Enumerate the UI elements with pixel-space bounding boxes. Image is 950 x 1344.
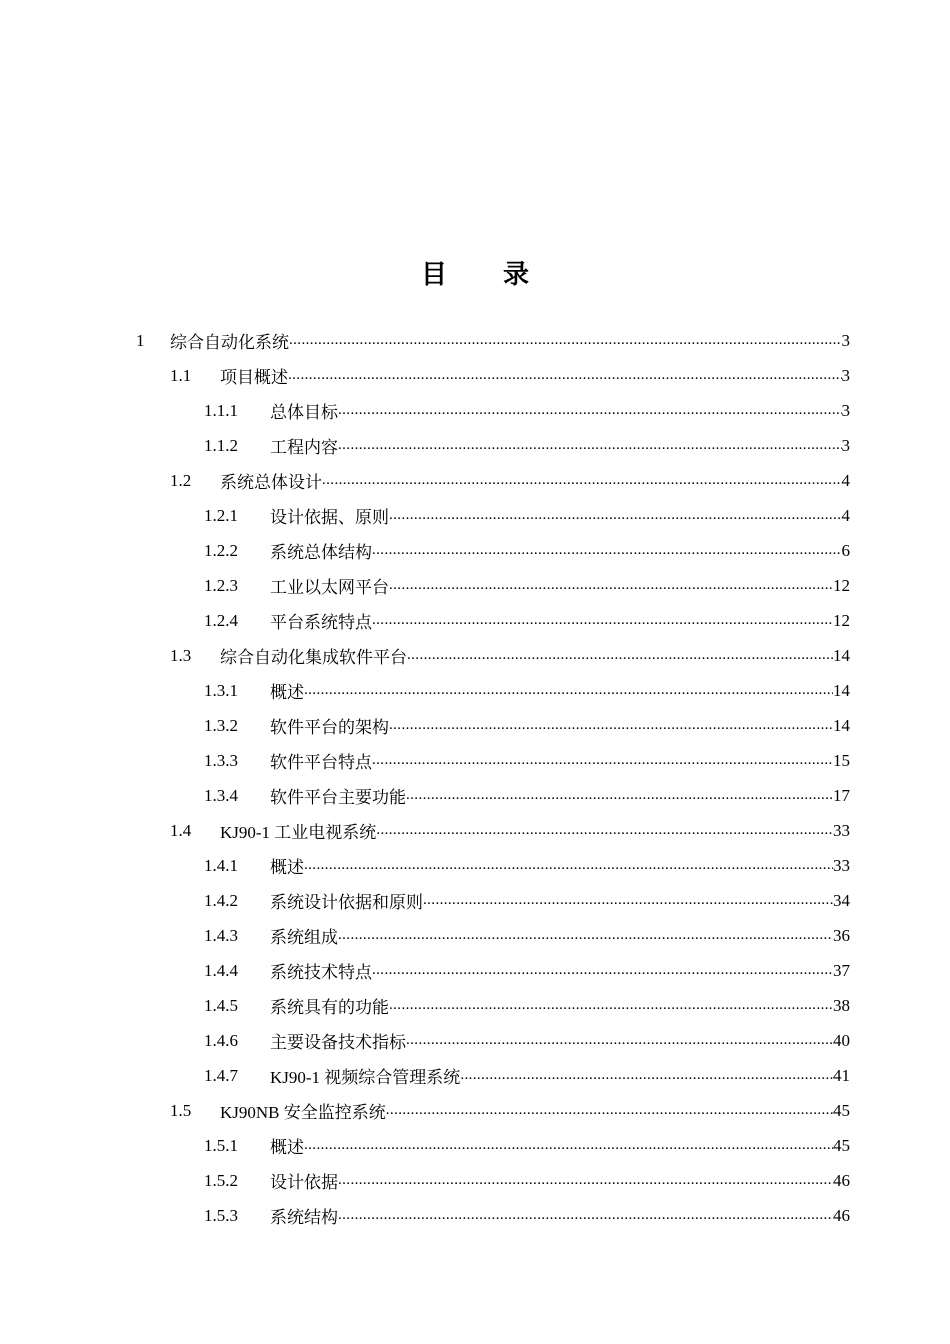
toc-entry-body [270,783,850,808]
toc-entry-body [270,888,850,913]
toc-dot-leader [372,962,833,979]
toc-entry[interactable] [0,1128,950,1163]
toc-entry-title: 设计依据、原则 [270,508,389,527]
toc-entry-body [270,503,850,528]
toc-entry-body [270,433,850,458]
toc-entry[interactable] [0,673,950,708]
toc-entry-page-number: 46 [833,1170,850,1190]
toc-entry[interactable] [0,463,950,498]
toc-entry-number: 1.4.2 [204,890,238,910]
toc-entry-number: 1.3.3 [204,750,238,770]
toc-entry[interactable] [0,533,950,568]
toc-entry-title: 系统具有的功能 [270,998,389,1017]
toc-entry[interactable] [0,743,950,778]
toc-entry-title: 综合自动化集成软件平台 [220,648,407,667]
toc-entry-page-number: 14 [833,715,850,735]
toc-entry-number: 1.2.1 [204,505,238,525]
toc-entry-title: 概述 [270,683,304,702]
toc-entry-title: 系统技术特点 [270,963,372,982]
toc-entry-title: 系统总体设计 [220,473,322,492]
toc-dot-leader [386,1102,833,1119]
toc-dot-leader [304,1137,833,1154]
toc-entry-title: 概述 [270,858,304,877]
toc-dot-leader [322,472,842,489]
toc-entry-title: 软件平台主要功能 [270,788,406,807]
toc-entry-page-number: 46 [833,1205,850,1225]
toc-entry-number: 1.3.1 [204,680,238,700]
toc-entry-body [270,713,850,738]
toc-entry[interactable] [0,1093,950,1128]
toc-entry-body [220,468,850,493]
toc-entry[interactable] [0,1198,950,1233]
toc-entry-number: 1.5 [170,1100,192,1120]
toc-entry-number: 1.4.6 [204,1030,238,1050]
toc-entry-page-number: 12 [833,575,850,595]
toc-entry-body [270,573,850,598]
toc-entry-page-number: 14 [833,680,850,700]
toc-entry-body [270,1028,850,1053]
toc-entry-page-number: 33 [833,855,850,875]
toc-entry-body [270,398,850,423]
toc-entry-title: 设计依据 [270,1173,338,1192]
toc-entry-title: 概述 [270,1138,304,1157]
toc-entry[interactable] [0,428,950,463]
toc-entry-number: 1.4.5 [204,995,238,1015]
toc-entry-body [270,748,850,773]
toc-entry-number: 1.1 [170,365,192,385]
toc-entry-title: 综合自动化系统 [170,333,289,352]
toc-entry-page-number: 41 [833,1065,850,1085]
toc-entry-title: 系统结构 [270,1208,338,1227]
toc-entry-number: 1.3.2 [204,715,238,735]
toc-entry-page-number: 4 [841,470,850,490]
toc-entry-body [270,923,850,948]
toc-entry-body [170,328,850,353]
toc-dot-leader [288,367,842,384]
toc-entry[interactable] [0,918,950,953]
title-char-2: 录 [503,260,530,290]
toc-entry-title: KJ90-1 视频综合管理系统 [270,1068,461,1087]
toc-dot-leader [376,822,833,839]
toc-entry-number: 1.4.3 [204,925,238,945]
toc-entry-number: 1.4.4 [204,960,238,980]
toc-dot-leader [389,997,833,1014]
toc-dot-leader [289,332,842,349]
toc-entry-title: 软件平台的架构 [270,718,389,737]
toc-entry-title: 主要设备技术指标 [270,1033,406,1052]
toc-dot-leader [389,717,833,734]
toc-dot-leader [304,682,833,699]
toc-entry[interactable] [0,638,950,673]
toc-entry-title: 软件平台特点 [270,753,372,772]
toc-entry-page-number: 3 [841,435,850,455]
toc-entry[interactable] [0,778,950,813]
toc-entry[interactable] [0,323,950,358]
toc-entry-page-number: 6 [841,540,850,560]
toc-dot-leader [304,857,833,874]
page-title [0,254,950,291]
toc-entry-number: 1.2.3 [204,575,238,595]
toc-entry-title: 工业以太网平台 [270,578,389,597]
toc-dot-leader [460,1067,833,1084]
toc-entry[interactable] [0,1058,950,1093]
toc-entry-title: 系统设计依据和原则 [270,893,423,912]
toc-dot-leader [406,1032,833,1049]
toc-entry-body [220,818,850,843]
toc-entry-body [270,853,850,878]
toc-entry-title: 平台系统特点 [270,613,372,632]
toc-entry[interactable] [0,813,950,848]
toc-entry-page-number: 14 [833,645,850,665]
toc-entry-page-number: 40 [833,1030,850,1050]
toc-entry-page-number: 37 [833,960,850,980]
toc-entry-number: 1.5.3 [204,1205,238,1225]
toc-entry-number: 1.5.2 [204,1170,238,1190]
toc-entry-number: 1.4.7 [204,1065,238,1085]
toc-entry-body [220,363,850,388]
toc-entry[interactable] [0,358,950,393]
toc-entry-page-number: 15 [833,750,850,770]
toc-entry-number: 1 [136,330,145,350]
toc-entry-number: 1.3.4 [204,785,238,805]
toc-entry-body [270,1133,850,1158]
toc-entry[interactable] [0,953,950,988]
toc-entry-page-number: 34 [833,890,850,910]
toc-dot-leader [338,437,842,454]
toc-entry-page-number: 3 [841,330,850,350]
toc-entry-page-number: 45 [833,1135,850,1155]
toc-dot-leader [338,1207,833,1224]
toc-entry-number: 1.2 [170,470,192,490]
toc-entry-body [220,1098,850,1123]
toc-entry-body [270,1168,850,1193]
toc-entry[interactable] [0,603,950,638]
toc-entry-body [270,678,850,703]
toc-dot-leader [406,787,833,804]
toc-dot-leader [389,577,833,594]
toc-entry-page-number: 38 [833,995,850,1015]
toc-entry[interactable] [0,1023,950,1058]
toc-entry[interactable] [0,393,950,428]
toc-entry-title: 工程内容 [270,438,338,457]
toc-dot-leader [372,752,833,769]
toc-entry-title: 系统总体结构 [270,543,372,562]
toc-entry-page-number: 12 [833,610,850,630]
toc-entry-title: KJ90-1 工业电视系统 [220,823,377,842]
toc-entry-body [270,608,850,633]
toc-entry-number: 1.1.1 [204,400,238,420]
toc-dot-leader [338,402,842,419]
toc-entry-number: 1.2.4 [204,610,238,630]
toc-entry-title: 系统组成 [270,928,338,947]
toc-entry[interactable] [0,568,950,603]
toc-entry-body [270,958,850,983]
toc-entry[interactable] [0,498,950,533]
toc-dot-leader [338,1172,833,1189]
toc-dot-leader [423,892,833,909]
toc-entry-body [270,1063,850,1088]
toc-entry[interactable] [0,708,950,743]
toc-entry-body [270,993,850,1018]
toc-entry-number: 1.2.2 [204,540,238,560]
toc-entry-page-number: 17 [833,785,850,805]
toc-dot-leader [372,612,833,629]
toc-dot-leader [338,927,833,944]
title-char-1: 目 [420,260,447,290]
toc-entry-body [220,643,850,668]
toc-entry-page-number: 45 [833,1100,850,1120]
toc-entry-page-number: 36 [833,925,850,945]
toc-entry[interactable] [0,848,950,883]
toc-entry-title: 总体目标 [270,403,338,422]
toc-entry-number: 1.5.1 [204,1135,238,1155]
toc-entry-title: KJ90NB 安全监控系统 [220,1103,386,1122]
toc-dot-leader [407,647,833,664]
toc-entry-body [270,1203,850,1228]
toc-entry-page-number: 3 [841,400,850,420]
toc-entry-body [270,538,850,563]
toc-dot-leader [372,542,842,559]
toc-dot-leader [389,507,842,524]
table-of-contents [0,323,950,1233]
toc-entry-page-number: 4 [841,505,850,525]
toc-entry-page-number: 3 [841,365,850,385]
toc-entry-page-number: 33 [833,820,850,840]
toc-entry-number: 1.4 [170,820,192,840]
toc-entry[interactable] [0,988,950,1023]
toc-entry-number: 1.1.2 [204,435,238,455]
toc-entry-title: 项目概述 [220,368,288,387]
toc-entry[interactable] [0,883,950,918]
toc-entry[interactable] [0,1163,950,1198]
toc-entry-number: 1.3 [170,645,192,665]
toc-entry-number: 1.4.1 [204,855,238,875]
